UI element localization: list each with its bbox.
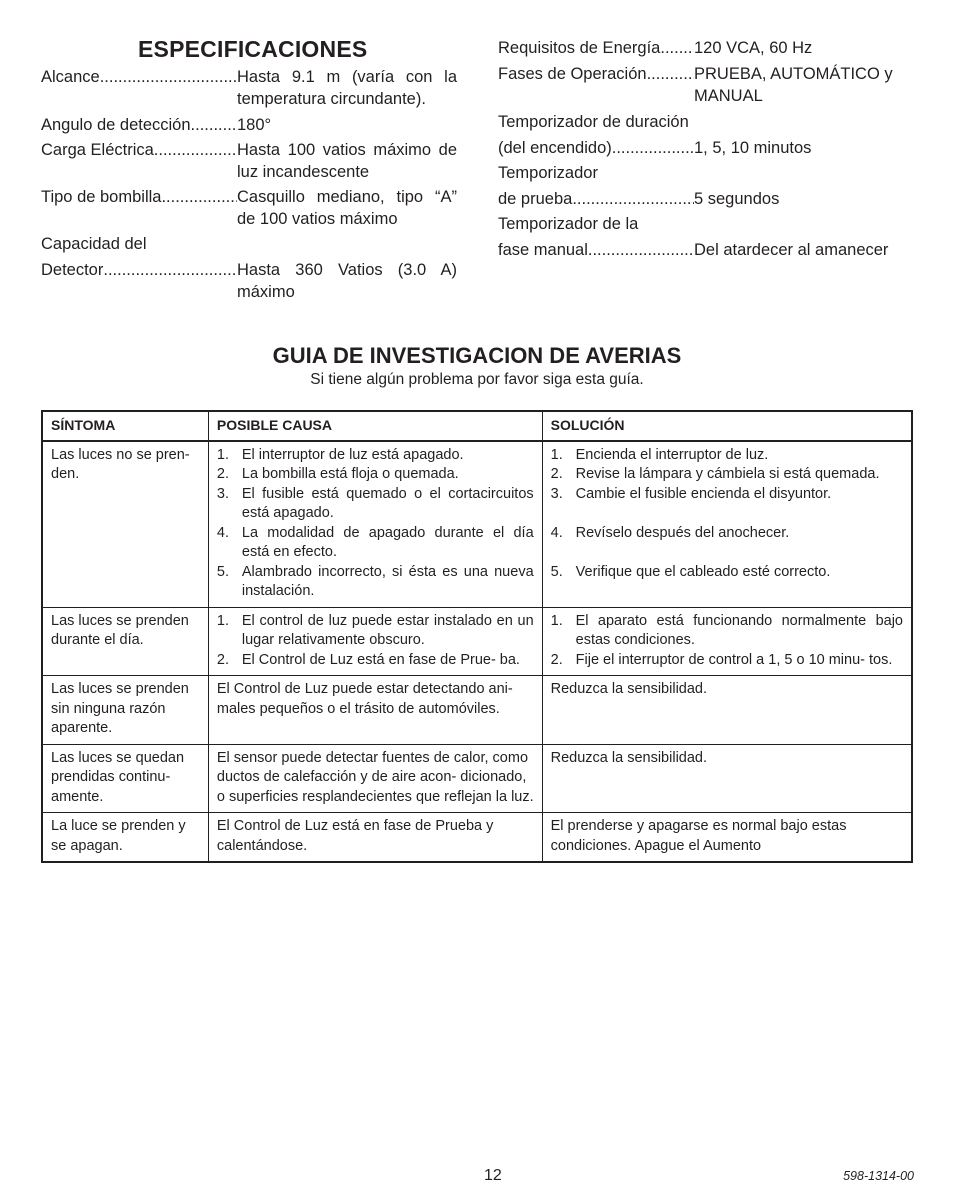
- spec-label: de prueba: [498, 190, 573, 208]
- guide-heading: GUIA DE INVESTIGACION DE AVERIAS: [272, 343, 682, 368]
- list-item: 2. El Control de Luz está en fase de Prue- ba.: [216, 651, 520, 668]
- spec-value: Hasta 9.1 m (varía con la temperatura circundante).: [237, 68, 457, 108]
- leader-dots: [572, 188, 694, 210]
- leader-dots: [103, 259, 237, 281]
- spec-label: Alcance: [41, 68, 100, 86]
- spec-label: (del encendido): [498, 139, 612, 157]
- specs-left-column: [41, 66, 457, 303]
- troubleshooting-table: [41, 410, 913, 863]
- list-item: 1. Encienda el interruptor de luz.: [550, 446, 769, 463]
- spec-row-bulb: [41, 186, 457, 230]
- list-item: 5. Alambrado incorrecto, si ésta es una nueva instalación.: [216, 563, 534, 599]
- spec-label: Fases de Operación: [498, 65, 647, 83]
- leader-dots: [191, 114, 237, 136]
- spec-prelabel: Temporizador de la: [498, 215, 639, 233]
- column-header-symptom: SÍNTOMA: [42, 411, 208, 441]
- spec-value: Hasta 100 vatios máximo de luz incandescente: [237, 141, 457, 181]
- solution-cell: [542, 607, 912, 676]
- leader-dots: [588, 239, 694, 261]
- spec-value: Del atardecer al amanecer: [694, 241, 889, 259]
- spec-row-load: [41, 139, 457, 183]
- spec-label: fase manual: [498, 241, 588, 259]
- spec-prelabel: Temporizador: [498, 164, 598, 182]
- spec-value: 120 VCA, 60 Hz: [694, 39, 813, 57]
- spec-row-detector: [41, 259, 457, 303]
- symptom-cell: Las luces no se pren- den.: [42, 441, 208, 608]
- column-header-cause: POSIBLE CAUSA: [208, 411, 542, 441]
- spec-value: 5 segundos: [694, 190, 780, 208]
- spec-row-range: [41, 66, 457, 110]
- symptom-cell: Las luces se prenden durante el día.: [42, 607, 208, 676]
- spec-label: Angulo de detección: [41, 116, 191, 134]
- spec-label: Tipo de bombilla: [41, 188, 162, 206]
- specs-right-column: [498, 37, 918, 261]
- table-row: [42, 607, 912, 676]
- list-item: 2. La bombilla está floja o quemada.: [216, 466, 459, 482]
- list-item: 4. La modalidad de apagado durante el día está en efecto.: [216, 524, 534, 560]
- leader-dots: [161, 186, 237, 208]
- cause-cell: El Control de Luz está en fase de Prueba y calentándose.: [208, 813, 542, 863]
- leader-dots: [612, 137, 694, 159]
- solution-cell: [542, 441, 912, 608]
- table-row: [42, 676, 912, 745]
- cause-cell: [208, 441, 542, 608]
- solution-cell: Reduzca la sensibilidad.: [542, 744, 912, 813]
- spec-value: Hasta 360 Vatios (3.0 A) máximo: [237, 261, 457, 301]
- list-item: 3. El fusible está quemado o el cortacircuitos está apagado.: [216, 485, 534, 521]
- spec-label: Detector: [41, 261, 104, 279]
- guide-subtitle: Si tiene algún problema por favor siga esta guía.: [310, 371, 644, 388]
- leader-dots: [100, 66, 237, 88]
- column-header-solution: SOLUCIÓN: [542, 411, 912, 441]
- list-item: 2. Revise la lámpara y cámbiela si está quemada.: [550, 466, 880, 482]
- spec-value: 180°: [237, 116, 272, 134]
- list-item: 1. El interruptor de luz está apagado.: [216, 446, 464, 463]
- spec-row-power: [498, 37, 918, 59]
- table-row: [42, 744, 912, 813]
- document-code: 598-1314-00: [843, 1169, 914, 1183]
- leader-dots: [647, 63, 694, 85]
- cause-cell: El sensor puede detectar fuentes de calor, como ductos de calefacción y de aire acon- dicionado, o superficies resplandecientes que reflejan la luz.: [208, 744, 542, 813]
- spec-row-angle: [41, 114, 457, 136]
- list-item: 1. El aparato está funcionando normalmente bajo estas condiciones.: [550, 612, 903, 648]
- list-item: 1. El control de luz puede estar instalado en un lugar relativamente obscuro.: [216, 612, 534, 648]
- leader-dots: [660, 37, 694, 59]
- page-number: 12: [484, 1167, 502, 1184]
- table-row: [42, 813, 912, 863]
- spec-label: Carga Eléctrica: [41, 141, 154, 159]
- symptom-cell: La luce se prenden y se apagan.: [42, 813, 208, 863]
- spec-value: PRUEBA, AUTOMÁTICO y MANUAL: [694, 65, 893, 105]
- spec-row-manual-timer: [498, 239, 918, 261]
- spec-value: Casquillo mediano, tipo “A” de 100 vatios máximo: [237, 188, 457, 228]
- solution-cell: El prenderse y apagarse es normal bajo estas condiciones. Apague el Aumento: [542, 813, 912, 863]
- spec-row-modes: [498, 63, 918, 107]
- specs-heading: ESPECIFICACIONES: [138, 36, 368, 62]
- solution-cell: Reduzca la sensibilidad.: [542, 676, 912, 745]
- list-item: 2. Fije el interruptor de control a 1, 5 o 10 minu- tos.: [550, 651, 893, 668]
- symptom-cell: Las luces se quedan prendidas continu- amente.: [42, 744, 208, 813]
- table-header-row: [42, 411, 912, 441]
- spec-value: 1, 5, 10 minutos: [694, 139, 812, 157]
- spec-prelabel: Capacidad del: [41, 235, 147, 253]
- symptom-cell: Las luces se prenden sin ninguna razón aparente.: [42, 676, 208, 745]
- list-item: 3. Cambie el fusible encienda el disyuntor.: [550, 485, 832, 502]
- cause-cell: [208, 607, 542, 676]
- list-item: 5. Verifique que el cableado esté correcto.: [550, 563, 831, 580]
- spec-prelabel: Temporizador de duración: [498, 113, 689, 131]
- spec-row-test-timer: [498, 188, 918, 210]
- spec-row-duration: [498, 137, 918, 159]
- table-row: [42, 441, 912, 608]
- leader-dots: [154, 139, 237, 161]
- list-item: 4. Revíselo después del anochecer.: [550, 524, 790, 541]
- cause-cell: El Control de Luz puede estar detectando ani- males pequeños o el trásito de automóviles.: [208, 676, 542, 745]
- spec-label: Requisitos de Energía: [498, 39, 661, 57]
